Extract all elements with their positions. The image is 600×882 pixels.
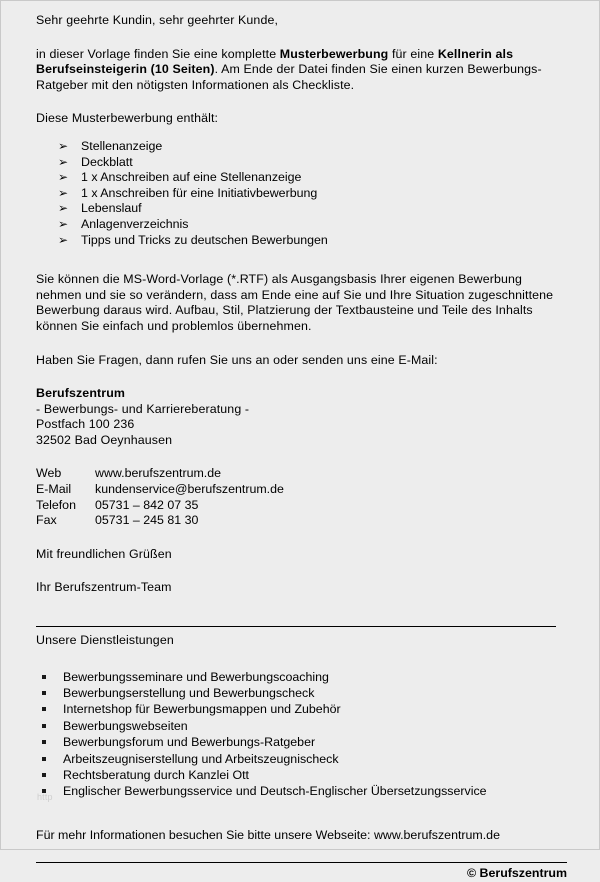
intro-paragraph: [36, 47, 565, 94]
square-bullet-icon: [42, 707, 46, 711]
spacer: [36, 29, 565, 47]
list-item-label: Stellenanzeige: [81, 138, 163, 153]
list-item-label: Englischer Bewerbungsservice und Deutsch-Englischer Übersetzungsservice: [63, 784, 487, 799]
list-item-label: Arbeitszeugniserstellung und Arbeitszeugnischeck: [63, 751, 339, 766]
arrow-bullet-icon: ➢: [58, 170, 69, 185]
spacer: [36, 127, 565, 139]
contact-label-telefon: Telefon: [36, 497, 76, 512]
list-item-label: Bewerbungswebseiten: [63, 718, 188, 733]
contents-list: [36, 139, 565, 248]
square-bullet-icon: [42, 773, 46, 777]
square-bullet-icon: [42, 675, 46, 679]
contact-label-email: E-Mail: [36, 482, 72, 497]
list-item: [39, 751, 565, 767]
square-bullet-icon: [42, 757, 46, 761]
list-item-label: Bewerbungsforum und Bewerbungs-Ratgeber: [63, 735, 316, 750]
company-subtitle: - Bewerbungs- und Karriereberatung -: [36, 401, 250, 416]
list-item: [58, 155, 565, 171]
list-item-label: 1 x Anschreiben für eine Initiativbewerbung: [81, 185, 318, 200]
list-item-label: Deckblatt: [81, 154, 133, 169]
arrow-bullet-icon: ➢: [58, 201, 69, 216]
spacer: [36, 596, 565, 626]
arrow-bullet-icon: ➢: [58, 185, 69, 200]
contact-value-telefon: 05731 – 842 07 35: [95, 497, 199, 512]
arrow-bullet-icon: ➢: [58, 154, 69, 169]
table-row: [36, 498, 284, 514]
table-row: [36, 466, 284, 482]
closing-regards: Mit freundlichen Grüßen: [36, 546, 172, 561]
spacer: [36, 335, 565, 353]
contact-value-web: www.berufszentrum.de: [95, 466, 222, 481]
list-item: [58, 186, 565, 202]
contact-label-web: Web: [36, 466, 62, 481]
list-item-label: Bewerbungsseminare und Bewerbungscoaching: [63, 669, 329, 684]
closing-team: Ihr Berufszentrum-Team: [36, 580, 172, 595]
company-po-box: Postfach 100 236: [36, 417, 135, 432]
list-item-label: Lebenslauf: [81, 201, 142, 216]
spacer: [36, 649, 565, 669]
services-heading: Unsere Dienstleistungen: [36, 633, 174, 648]
intro-text-part-3: . Am Ende der Datei finden Sie einen kurzen Bewerbungs-Ratgeber mit den nötigsten Informationen als Checkliste.: [36, 62, 542, 92]
contact-label-fax: Fax: [36, 513, 57, 528]
table-row: [36, 482, 284, 498]
spacer: [36, 448, 565, 466]
company-name: Berufszentrum: [36, 386, 126, 401]
square-bullet-icon: [42, 691, 46, 695]
intro-text-part-1: in dieser Vorlage finden Sie eine komplette: [36, 46, 280, 61]
spacer: [36, 529, 565, 547]
spacer: [36, 368, 565, 386]
square-bullet-icon: [42, 740, 46, 744]
list-item-label: 1 x Anschreiben auf eine Stellenanzeige: [81, 170, 302, 185]
list-item-label: Anlagenverzeichnis: [81, 216, 189, 231]
services-list: [36, 669, 565, 800]
list-item-label: Tipps und Tricks zu deutschen Bewerbungen: [81, 232, 328, 247]
intro-bold-musterbewerbung: Musterbewerbung: [279, 46, 389, 61]
contact-value-fax: 05731 – 245 81 30: [95, 513, 199, 528]
list-item: [39, 783, 565, 799]
contact-value-email: kundenservice@berufszentrum.de: [95, 482, 284, 497]
list-item-label: Bewerbungserstellung und Bewerbungscheck: [63, 686, 315, 701]
list-item: [39, 701, 565, 717]
footer-copyright: © Berufszentrum: [466, 866, 567, 881]
list-item-label: Internetshop für Bewerbungsmappen und Zubehör: [63, 702, 341, 717]
list-item: [39, 685, 565, 701]
list-item: [58, 233, 565, 249]
contents-heading: Diese Musterbewerbung enthält:: [36, 111, 219, 126]
list-item-label: Rechtsberatung durch Kanzlei Ott: [63, 768, 249, 783]
company-city: 32502 Bad Oeynhausen: [36, 432, 173, 447]
table-row: [36, 513, 284, 529]
arrow-bullet-icon: ➢: [58, 138, 69, 153]
list-item: [39, 669, 565, 685]
list-item: [58, 139, 565, 155]
list-item: [58, 217, 565, 233]
list-item: [58, 201, 565, 217]
square-bullet-icon: [42, 789, 46, 793]
http-watermark: http: [37, 792, 53, 802]
list-item: [39, 734, 565, 750]
spacer: [36, 562, 565, 580]
intro-bold-kellnerin: Kellnerin als Berufseinsteigerin (10 Seiten): [36, 46, 514, 77]
intro-text-part-2: für eine: [388, 46, 438, 61]
salutation: Sehr geehrte Kundin, sehr geehrter Kunde,: [36, 13, 279, 27]
footer-more-info: Für mehr Informationen besuchen Sie bitte unsere Webseite: www.berufszentrum.de: [36, 828, 500, 843]
arrow-bullet-icon: ➢: [58, 216, 69, 231]
list-item: [58, 170, 565, 186]
questions-line: Haben Sie Fragen, dann rufen Sie uns an oder senden uns eine E-Mail:: [36, 352, 438, 367]
list-item: [39, 718, 565, 734]
usage-paragraph: Sie können die MS-Word-Vorlage (*.RTF) als Ausgangsbasis Ihrer eigenen Bewerbung nehmen und sie so verändern, dass am Ende eine auf Sie und Ihre Situation zugeschnittene Bewerbung daraus wird. Aufbau, Stil, Platzierung der Textbausteine und Teile des Inhalts können Sie einfach und problemlos übernehmen.: [36, 272, 554, 333]
square-bullet-icon: [42, 724, 46, 728]
contact-details-table: [36, 466, 284, 528]
spacer: [36, 248, 565, 272]
spacer: [36, 93, 565, 111]
spacer: [36, 800, 565, 816]
list-item: [39, 767, 565, 783]
arrow-bullet-icon: ➢: [58, 232, 69, 247]
